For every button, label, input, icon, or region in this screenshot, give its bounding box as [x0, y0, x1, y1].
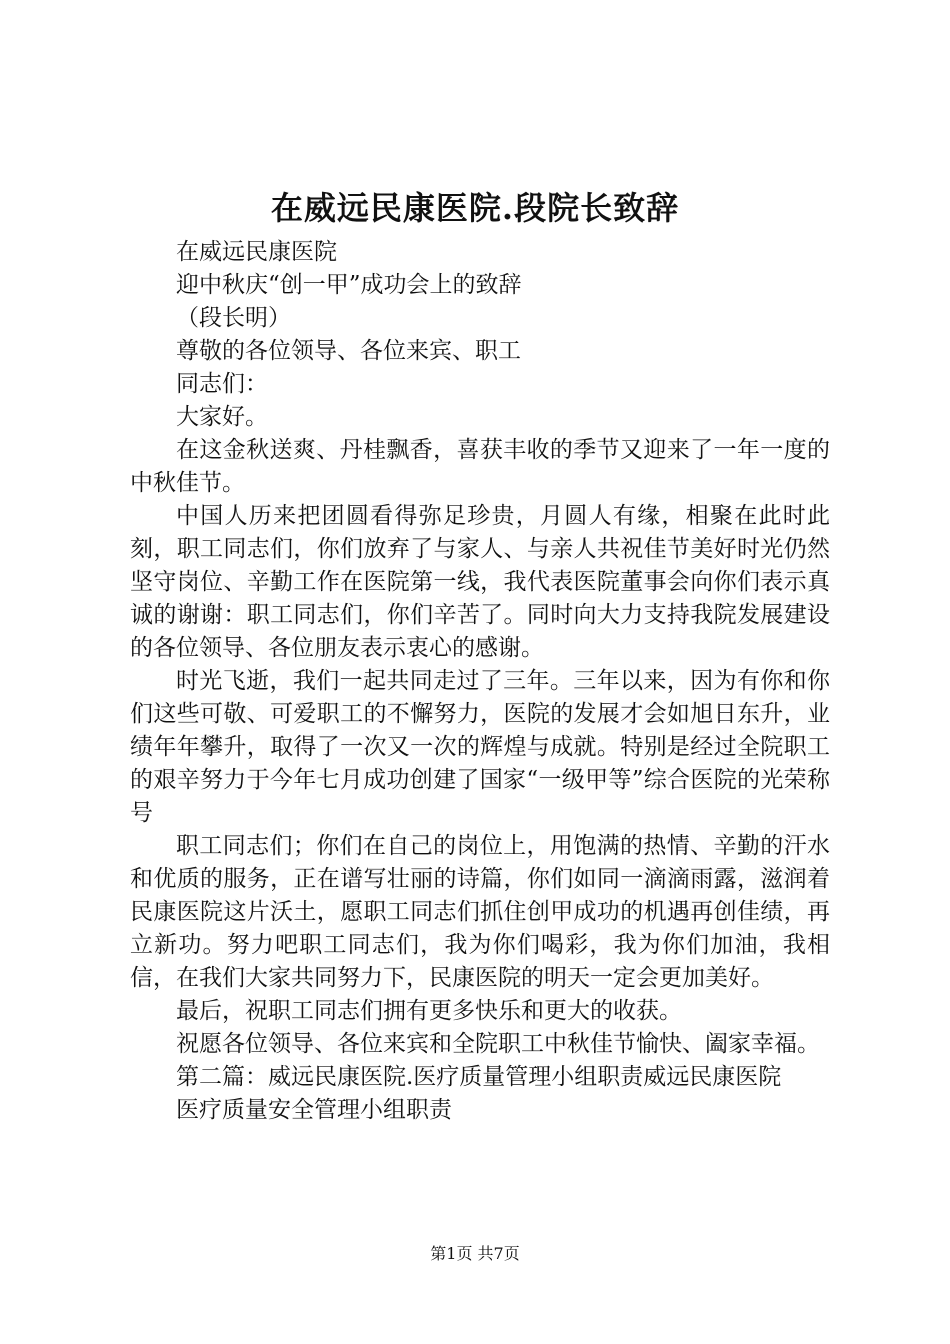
paragraph: 在这金秋送爽、丹桂飘香，喜获丰收的季节又迎来了一年一度的中秋佳节。 [130, 437, 830, 496]
paragraph: 职工同志们；你们在自己的岗位上，用饱满的热情、辛勤的汗水和优质的服务，正在谱写壮丽的诗篇，你们如同一滴滴雨露，滋润着民康医院这片沃土，愿职工同志们抓住创甲成功的机遇再创佳绩，再立新功。努力吧职工同志们，我为你们喝彩，我为你们加油，我相信，在我们大家共同努力下，民康医院的明天一定会更加美好。 [130, 833, 830, 991]
paragraph: 第二篇：威远民康医院.医疗质量管理小组职责威远民康医院 [176, 1064, 782, 1090]
page-number-footer: 第1页 共7页 [430, 1244, 520, 1263]
paragraph: 在威远民康医院 [176, 239, 337, 265]
document-body [130, 236, 830, 1127]
paragraph: 尊敬的各位领导、各位来宾、职工 [176, 338, 521, 364]
paragraph: 最后，祝职工同志们拥有更多快乐和更大的收获。 [176, 998, 682, 1024]
paragraph: （段长明） [176, 305, 291, 331]
paragraph: 同志们： [176, 371, 268, 397]
paragraph: 迎中秋庆“创一甲”成功会上的致辞 [176, 272, 522, 298]
paragraph: 时光飞逝，我们一起共同走过了三年。三年以来，因为有你和你们这些可敬、可爱职工的不懈努力，医院的发展才会如旭日东升，业绩年年攀升，取得了一次又一次的辉煌与成就。特别是经过全院职工的艰辛努力于今年七月成功创建了国家“一级甲等”综合医院的光荣称号 [130, 668, 830, 826]
document-title: 在威远民康医院.段院长致辞 [270, 189, 680, 227]
paragraph: 医疗质量安全管理小组职责 [176, 1097, 452, 1123]
paragraph: 大家好。 [176, 404, 268, 430]
paragraph: 中国人历来把团圆看得弥足珍贵，月圆人有缘，相聚在此时此刻，职工同志们，你们放弃了与家人、与亲人共祝佳节美好时光仍然坚守岗位、辛勤工作在医院第一线，我代表医院董事会向你们表示真诚的谢谢：职工同志们，你们辛苦了。同时向大力支持我院发展建设的各位领导、各位朋友表示衷心的感谢。 [130, 503, 830, 661]
paragraph: 祝愿各位领导、各位来宾和全院职工中秋佳节愉快、阖家幸福。 [176, 1031, 820, 1057]
